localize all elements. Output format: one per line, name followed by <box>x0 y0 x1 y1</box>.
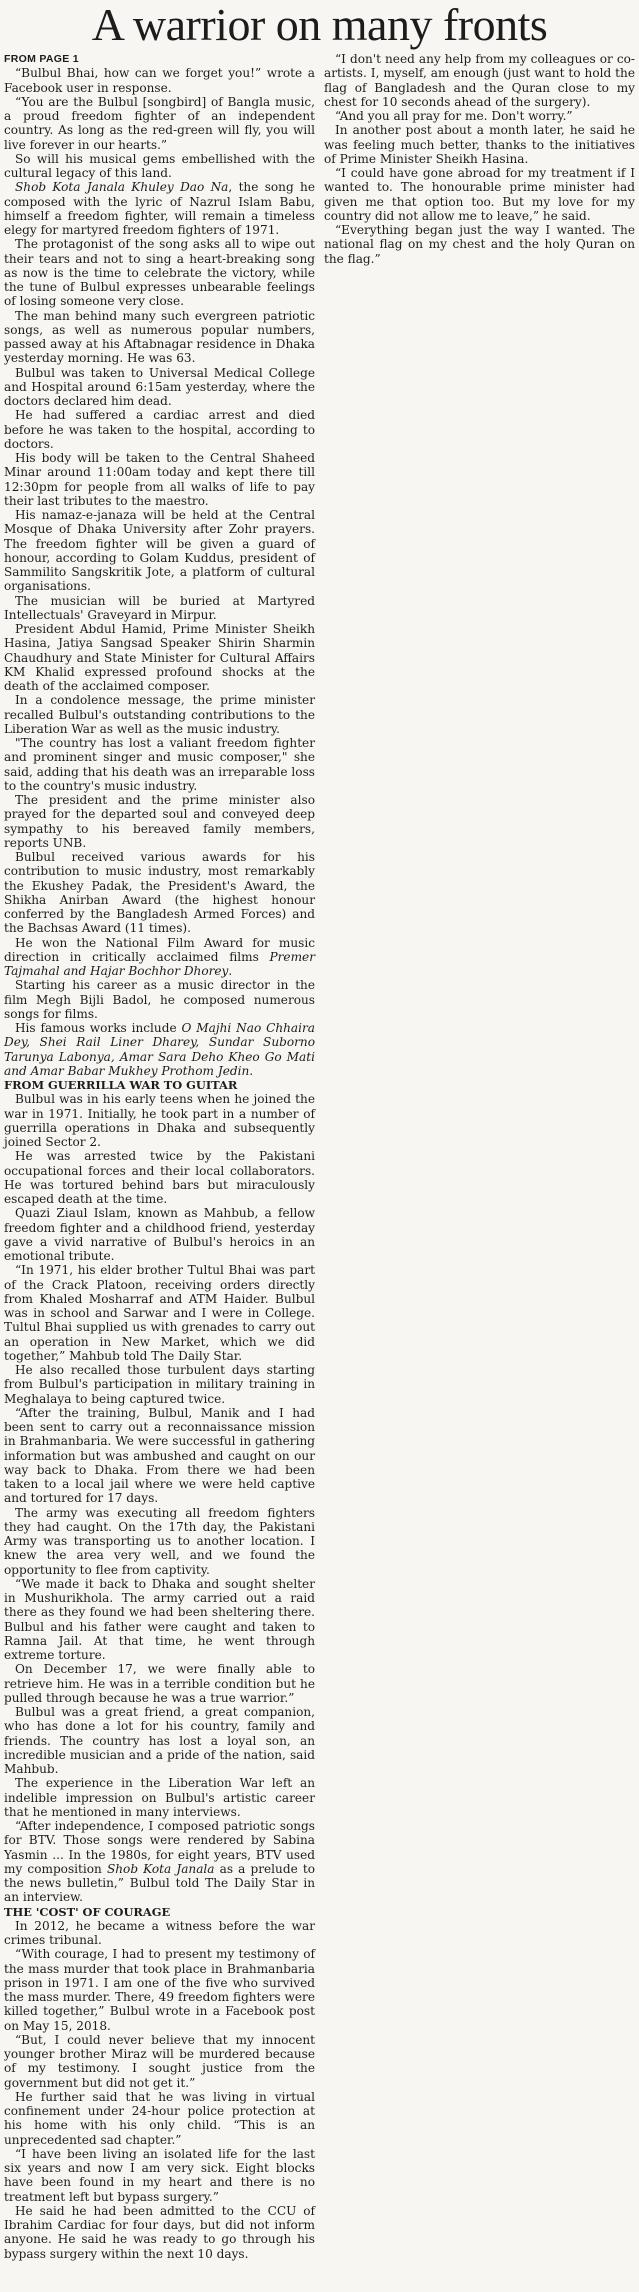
paragraph: On December 17, we were finally able to retrieve him. He was in a terrible condition but he pulled through because he was a true warrior.” <box>4 1662 315 1705</box>
paragraph-text: He won the National Film Award for music direction in critically acclaimed films <box>4 935 315 964</box>
paragraph: The experience in the Liberation War left an indelible impression on Bulbul's artistic career that he mentioned in many interviews. <box>4 1776 315 1819</box>
article-body <box>4 52 635 2288</box>
song-title: Shob Kota Janala Khuley Dao Na <box>15 180 229 195</box>
paragraph: “I don't need any help from my colleagues or co-artists. I, myself, am enough (just want to hold the flag of Bangladesh and the Quran close to my chest for 10 seconds ahead of the surgery). <box>324 52 635 109</box>
paragraph: He had suffered a cardiac arrest and died before he was taken to the hospital, according to doctors. <box>4 408 315 451</box>
paragraph-song <box>4 180 315 237</box>
paragraph: “Everything began just the way I wanted. The national flag on my chest and the holy Quran on the flag.” <box>324 223 635 266</box>
paragraph: “After the training, Bulbul, Manik and I had been sent to carry out a reconnaissance mission in Brahmanbaria. We were successful in gathering information but was ambushed and caught on our way back to Dhaka. From there we had been taken to a local jail where we were held captive and tortured for 17 days. <box>4 1405 315 1506</box>
paragraph: So will his musical gems embellished with the cultural legacy of this land. <box>4 151 315 180</box>
song-titles: O Majhi Nao Chhaira Dey, Shei Rail Liner Dharey, Sundar Suborno Tarunya Labonya, Amar Sara Deho Kheo Go Mati and Amar Babar Mukhey Prothom Jedin <box>4 1021 315 1078</box>
paragraph: He further said that he was living in virtual confinement under 24-hour police protection at his home with his only child. “This is an unprecedented sad chapter.” <box>4 2089 315 2147</box>
paragraph: “I have been living an isolated life for the last six years and now I am very sick. Eight blocks have been found in my heart and there is no treatment left but bypass surgery.” <box>4 2146 315 2204</box>
paragraph: Bulbul was a great friend, a great companion, who has done a lot for his country, family and friends. The country has lost a loyal son, an incredible musician and a pride of the nation, said Mahbub. <box>4 1705 315 1776</box>
paragraph: “Bulbul Bhai, how can we forget you!” wrote a Facebook user in response. <box>4 66 315 95</box>
paragraph-works <box>4 1021 315 1078</box>
paragraph: “You are the Bulbul [songbird] of Bangla music, a proud freedom fighter of an independent country. As long as the red-green will fly, you will live forever in our hearts.” <box>4 94 315 152</box>
paragraph: The man behind many such evergreen patriotic songs, as well as numerous popular numbers, passed away at his Aftabnagar residence in Dhaka yesterday morning. He was 63. <box>4 308 315 366</box>
paragraph: The army was executing all freedom fighters they had caught. On the 17th day, the Pakistani Army was transporting us to another location. I knew the area very well, and we found the opportunity to flee from captivity. <box>4 1505 315 1577</box>
paragraph: “With courage, I had to present my testimony of the mass murder that took place in Brahmanbaria prison in 1971. I am one of the five who survived the mass murder. There, 49 freedom fighters were killed together,” Bulbul wrote in a Facebook post on May 15, 2018. <box>4 1947 315 2033</box>
paragraph-end: . <box>228 964 233 978</box>
paragraph: “But, I could never believe that my innocent younger brother Miraz will be murdered because of my testimony. I sought justice from the government but did not get it.” <box>4 2032 315 2090</box>
paragraph: Bulbul was in his early teens when he joined the war in 1971. Initially, he took part in a number of guerrilla operations in Dhaka and subsequently joined Sector 2. <box>4 1092 315 1149</box>
paragraph-end: as a prelude to the news bulletin,” Bulbul told The Daily Star in an interview. <box>4 1861 316 1905</box>
paragraph: Starting his career as a music director in the film Megh Bijli Badol, he composed numerous songs for films. <box>4 978 315 1021</box>
paragraph: He also recalled those turbulent days starting from Bulbul's participation in military training in Meghalaya to being captured twice. <box>4 1363 315 1406</box>
headline: A warrior on many fronts <box>91 0 548 50</box>
subhead-courage: THE 'COST' OF COURAGE <box>4 1904 171 1919</box>
paragraph: “And you all pray for me. Don't worry.” <box>335 109 573 123</box>
paragraph-films <box>4 936 315 979</box>
paragraph: “I could have gone abroad for my treatment if I wanted to. The honourable prime minister had given me that option too. But my love for my country did not allow me to leave,” he said. <box>324 166 635 223</box>
paragraph-text: , the song he composed with the lyric of Nazrul Islam Babu, himself a freedom fighter, will remain a timeless elegy for martyred freedom fighters of 1971. <box>4 180 315 237</box>
paragraph: The president and the prime minister also prayed for the departed soul and conveyed deep sympathy to his bereaved family members, reports UNB. <box>4 793 315 850</box>
paragraph: “In 1971, his elder brother Tultul Bhai was part of the Crack Platoon, receiving orders directly from Khaled Mosharraf and ATM Haider. Bulbul was in school and Sarwar and I were in College. Tultul Bhai supplied us with grenades to carry out an operation in New Market, which we did together,” Mahbub told The Daily Star. <box>4 1263 315 1363</box>
paragraph: President Abdul Hamid, Prime Minister Sheikh Hasina, Jatiya Sangsad Speaker Shirin Sharmin Chaudhury and State Minister for Cultural Affairs KM Khalid expressed profound shocks at the death of the acclaimed composer. <box>4 622 315 693</box>
paragraph: His body will be taken to the Central Shaheed Minar around 11:00am today and kept there till 12:30pm for people from all walks of life to pay their last tributes to the maestro. <box>4 451 315 508</box>
paragraph: He said he had been admitted to the CCU of Ibrahim Cardiac for four days, but did not inform anyone. He said he was ready to go through his bypass surgery within the next 10 days. <box>4 2203 315 2261</box>
paragraph: His namaz-e-janaza will be held at the Central Mosque of Dhaka University after Zohr prayers. The freedom fighter will be given a guard of honour, according to Golam Kuddus, president of Sammilito Sangskritik Jote, a platform of cultural organisations. <box>4 508 315 594</box>
page-reference: FROM PAGE 1 <box>4 53 79 65</box>
paragraph-text: His famous works include <box>15 1021 182 1035</box>
song-title: Shob Kota Janala <box>106 1861 215 1876</box>
paragraph-end: . <box>249 1063 254 1078</box>
film-titles: Premer Tajmahal and Hajar Bochhor Dhorey <box>4 949 315 978</box>
paragraph: Quazi Ziaul Islam, known as Mahbub, a fellow freedom fighter and a childhood friend, yesterday gave a vivid narrative of Bulbul's heroics in an emotional tribute. <box>4 1206 315 1263</box>
paragraph: In 2012, he became a witness before the war crimes tribunal. <box>4 1918 315 1947</box>
paragraph: In a condolence message, the prime minister recalled Bulbul's outstanding contributions to the Liberation War as well as the music industry. <box>4 693 315 736</box>
paragraph: Bulbul received various awards for his contribution to music industry, most remarkably the Ekushey Padak, the President's Award, the Shikha Anirban Award (the highest honour conferred by the Bangladesh Armed Forces) and the Bachsas Award (11 times). <box>4 850 315 936</box>
paragraph: The protagonist of the song asks all to wipe out their tears and not to sing a heart-breaking song as now is the time to celebrate the victory, while the tune of Bulbul expresses unbearable feelings of losing someone very close. <box>4 237 315 309</box>
paragraph: “We made it back to Dhaka and sought shelter in Mushurikhola. The army carried out a raid there as they found we had been sheltering there. Bulbul and his father were caught and taken to Ramna Jail. At that time, he went through extreme torture. <box>4 1576 315 1662</box>
paragraph-text: “After independence, I composed patriotic songs for BTV. Those songs were rendered by Sabina Yasmin ... In the 1980s, for eight years, BTV used my composition <box>4 1819 315 1876</box>
paragraph: Bulbul was taken to Universal Medical College and Hospital around 6:15am yesterday, where the doctors declared him dead. <box>4 365 315 408</box>
paragraph: In another post about a month later, he said he was feeling much better, thanks to the initiatives of Prime Minister Sheikh Hasina. <box>324 123 635 166</box>
paragraph: The musician will be buried at Martyred Intellectuals' Graveyard in Mirpur. <box>4 593 315 622</box>
subhead-guerrilla: FROM GUERRILLA WAR TO GUITAR <box>4 1078 238 1092</box>
paragraph-btv <box>4 1819 315 1905</box>
paragraph: He was arrested twice by the Pakistani occupational forces and their local collaborators. He was tortured behind bars but miraculously escaped death at the time. <box>4 1149 315 1206</box>
paragraph: "The country has lost a valiant freedom fighter and prominent singer and music composer," she said, adding that his death was an irreparable loss to the country's music industry. <box>4 736 315 793</box>
